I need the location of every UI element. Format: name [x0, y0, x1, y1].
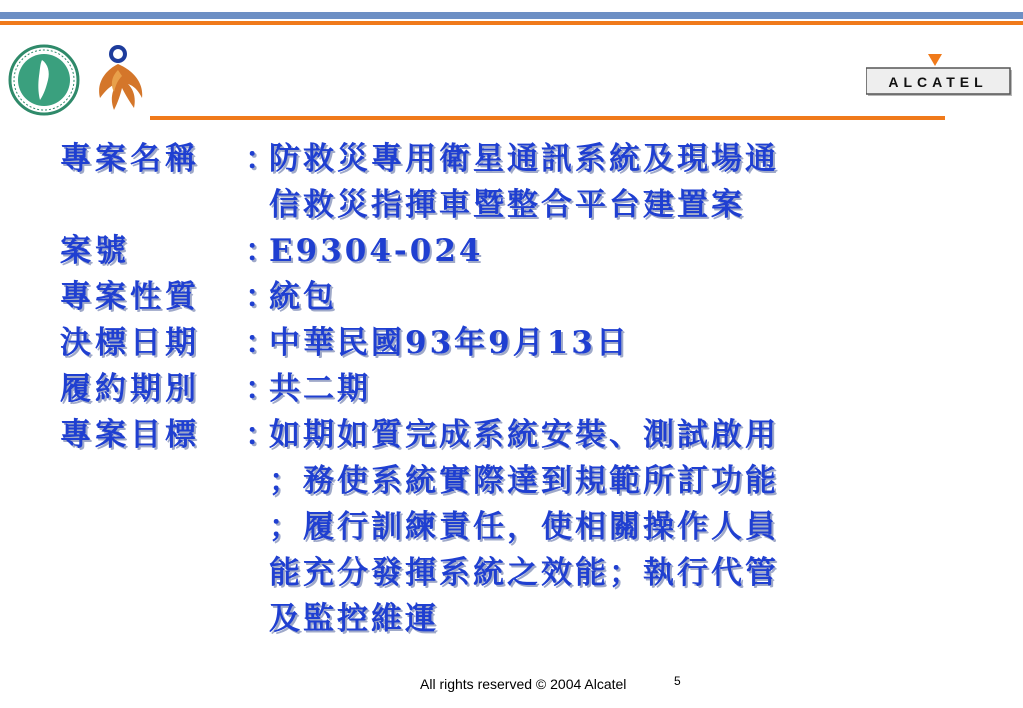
colon: ：	[245, 233, 276, 269]
colon: ：	[245, 371, 276, 407]
header-divider	[150, 116, 945, 120]
project-name-row	[60, 136, 960, 228]
top-decorative-bar-blue	[0, 12, 1023, 19]
contract-period-row	[60, 366, 960, 412]
project-goal-line: 能充分發揮系統之效能；執行代管	[269, 555, 779, 591]
phoenix-emblem-logo	[86, 40, 150, 120]
project-goal-label: 專案目標	[60, 417, 200, 453]
project-name-value	[269, 136, 889, 228]
project-name-line: 信救災指揮車暨整合平台建置案	[269, 187, 745, 223]
project-nature-label: 專案性質	[60, 279, 200, 315]
project-info	[60, 136, 960, 642]
taiwan-seal-logo	[8, 44, 80, 116]
project-number-row	[60, 228, 960, 274]
copyright-notice: All rights reserved © 2004 Alcatel	[420, 676, 627, 692]
contract-period-value: 共二期	[269, 371, 371, 407]
project-goal-line: ；履行訓練責任，使相關操作人員	[269, 509, 779, 545]
award-date-value: 中華民國93年9月13日	[269, 325, 630, 361]
award-date-row	[60, 320, 960, 366]
colon: ：	[245, 279, 276, 315]
project-goal-row	[60, 412, 960, 642]
project-goal-line: 及監控維運	[269, 601, 439, 637]
project-goal-line: 如期如質完成系統安裝、測試啟用	[269, 417, 779, 453]
contract-period-label: 履約期別	[60, 371, 200, 407]
top-decorative-bar-orange	[0, 21, 1023, 25]
project-name-line: 防救災專用衛星通訊系統及現場通	[269, 141, 779, 177]
project-goal-value	[269, 412, 889, 642]
colon: ：	[245, 417, 276, 453]
alcatel-logo-text: ALCATEL	[888, 74, 988, 90]
project-nature-value: 統包	[269, 279, 337, 315]
project-number-value: E9304-024	[269, 233, 484, 269]
page-number: 5	[674, 674, 681, 688]
alcatel-logo	[866, 52, 1014, 102]
colon: ：	[245, 141, 276, 177]
project-number-label: 案號	[60, 233, 130, 269]
award-date-label: 決標日期	[60, 325, 200, 361]
colon: ：	[245, 325, 276, 361]
project-name-label: 專案名稱	[60, 141, 200, 177]
project-goal-line: ；務使系統實際達到規範所訂功能	[269, 463, 779, 499]
project-nature-row	[60, 274, 960, 320]
